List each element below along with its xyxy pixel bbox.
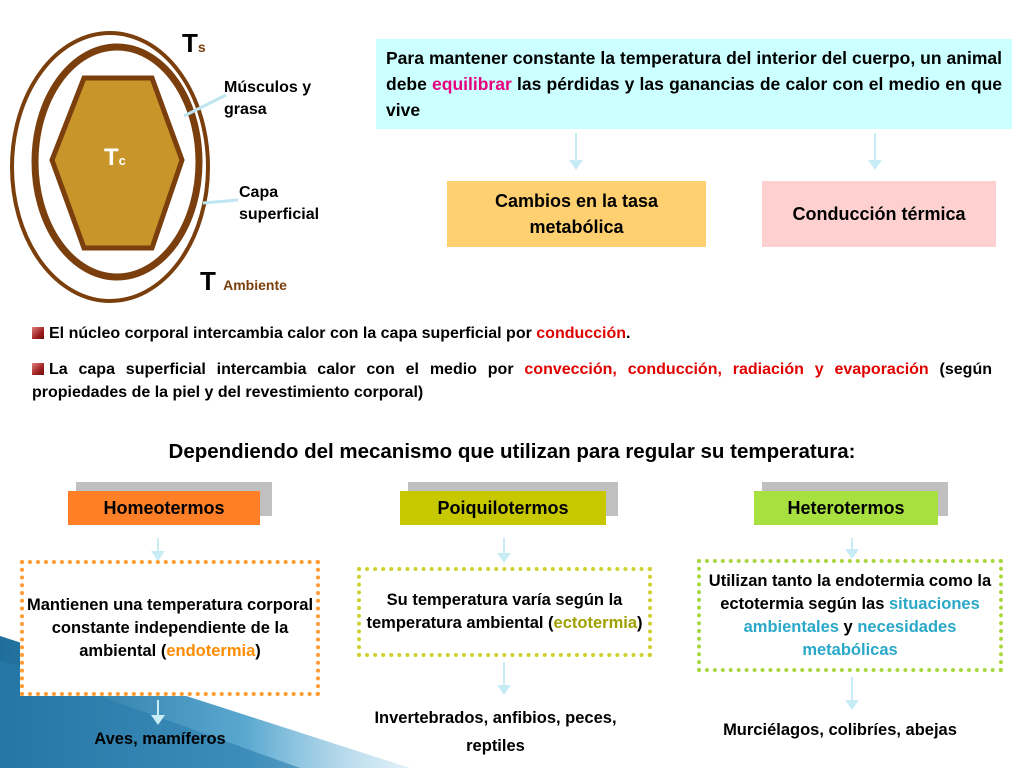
intro-text-1: Para mantener constante la temperatura del interior del cuerpo, un animal debe xyxy=(386,48,1002,94)
homeo-examples: Aves, mamíferos xyxy=(94,730,226,748)
homeo-description xyxy=(20,560,320,696)
tc-label xyxy=(104,144,126,172)
homeo-label: Homeotermos xyxy=(68,491,260,525)
bullet-1-text: El núcleo corporal intercambia calor con la capa superficial por xyxy=(49,325,537,342)
section-heading: Dependiendo del mecanismo que utilizan para regular su temperatura: xyxy=(168,440,856,463)
bullet-2 xyxy=(32,358,992,404)
homeo-desc-text: Mantienen una temperatura corporal constante independiente de la ambiental ( xyxy=(26,595,314,660)
hetero-examples: Murciélagos, colibríes, abejas xyxy=(723,721,957,739)
t-ambiente-subscript: Ambiente xyxy=(223,277,287,293)
arrow-shaft xyxy=(503,662,505,686)
poiqui-desc-text: Su temperatura varía según la temperatura ambiental ( xyxy=(366,591,623,632)
poiqui-examples: Invertebrados, anfibios, peces, reptiles xyxy=(374,709,617,755)
poiqui-description xyxy=(357,567,652,657)
t-ambiente-letter: T xyxy=(200,266,216,296)
bullet-2-end: (según propiedades de la piel y del revestimiento corporal) xyxy=(32,361,992,401)
arrow-shaft xyxy=(851,677,853,701)
ts-subscript: s xyxy=(197,39,206,55)
metabolic-rate-box: Cambios en la tasa metabólica xyxy=(447,181,706,247)
poiqui-label: Poiquilotermos xyxy=(400,491,606,525)
arrow-shaft xyxy=(874,133,876,161)
ts-letter: T xyxy=(182,28,198,58)
bullet-1-highlight: conducción xyxy=(536,325,627,342)
bullet-1-end: . xyxy=(626,325,631,342)
intro-box xyxy=(376,39,1012,129)
thermal-conduction-box: Conducción térmica xyxy=(762,181,996,247)
capa-label: Capa superficial xyxy=(239,184,320,223)
homeo-desc-highlight: endotermia xyxy=(166,641,256,660)
arrow-head xyxy=(868,160,882,170)
arrow-head xyxy=(497,553,511,563)
hetero-description xyxy=(697,559,1003,672)
intro-text-2: las pérdidas y las ganancias de calor con el medio en que vive xyxy=(386,74,1002,120)
arrow-shaft xyxy=(575,133,577,161)
ts-label xyxy=(182,28,206,59)
hetero-desc-text: Utilizan tanto la endotermia como la ectotermia según las xyxy=(708,571,992,613)
intro-highlight: equilibrar xyxy=(432,74,512,94)
hetero-desc-highlight-2: necesidades metabólicas xyxy=(802,617,957,659)
arrow-shaft xyxy=(157,538,159,552)
arrow-shaft xyxy=(503,538,505,554)
bullet-icon xyxy=(32,363,44,375)
arrow-head xyxy=(497,685,511,695)
bullet-2-highlight: convección, conducción, radiación y evaporación xyxy=(524,361,929,378)
t-ambiente-label xyxy=(200,266,287,297)
bullet-2-text: La capa superficial intercambia calor con el medio por xyxy=(49,361,525,378)
homeo-desc-end: ) xyxy=(255,641,261,660)
arrow-head xyxy=(845,549,859,559)
poiqui-desc-highlight: ectotermia xyxy=(553,614,637,632)
hetero-desc-mid: y xyxy=(838,617,858,636)
bullet-icon xyxy=(32,327,44,339)
arrow-shaft xyxy=(157,700,159,716)
tc-letter: T xyxy=(104,144,119,171)
musculos-label: Músculos y grasa xyxy=(224,79,312,118)
body-diagram xyxy=(0,0,360,310)
hetero-desc-highlight-1: situaciones ambientales xyxy=(743,594,980,636)
bullet-1 xyxy=(32,322,992,345)
poiqui-desc-end: ) xyxy=(637,614,643,632)
tc-subscript: c xyxy=(118,153,126,168)
capa-pointer xyxy=(203,200,238,203)
hetero-label: Heterotermos xyxy=(754,491,938,525)
arrow-head xyxy=(151,715,165,725)
arrow-head xyxy=(845,700,859,710)
arrow-head xyxy=(569,160,583,170)
